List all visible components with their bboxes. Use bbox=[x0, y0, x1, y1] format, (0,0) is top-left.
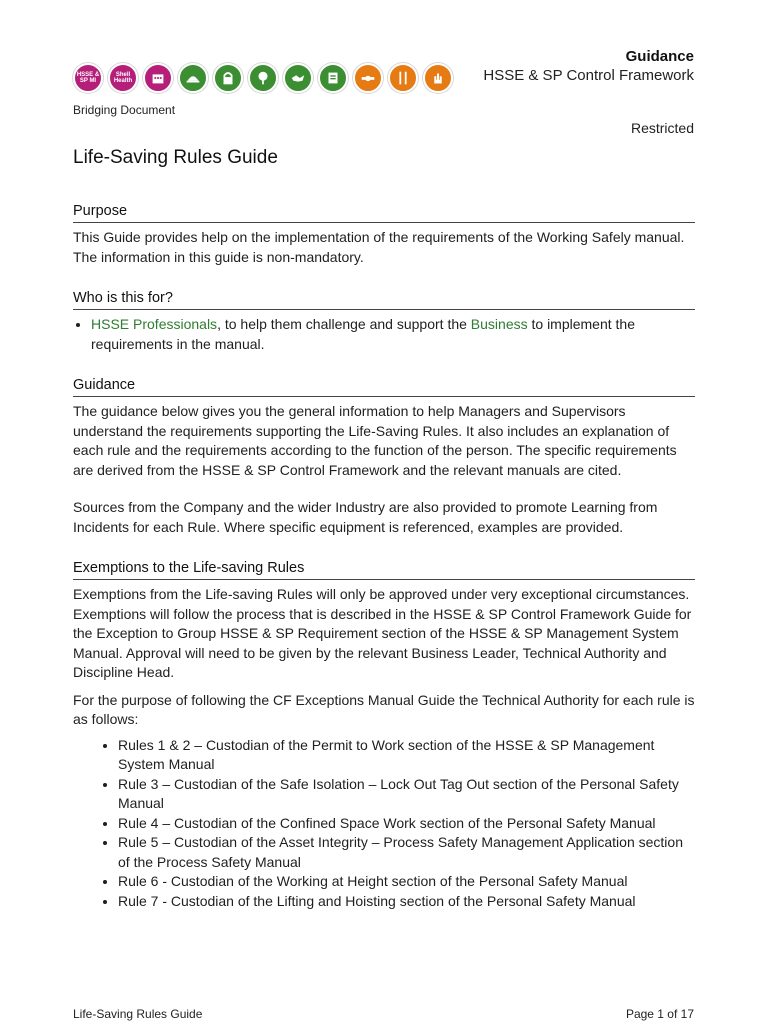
who-section bbox=[73, 290, 695, 354]
classification-label: Restricted bbox=[630, 120, 694, 136]
header-subtitle: HSSE & SP Control Framework bbox=[483, 67, 694, 84]
hsse-sp-mi-icon: HSSE & SP MI bbox=[73, 63, 103, 93]
handshake-icon bbox=[283, 63, 313, 93]
who-heading: Who is this for? bbox=[73, 290, 695, 310]
life-saving-rules-icon-strip bbox=[73, 63, 453, 93]
document-content bbox=[73, 203, 695, 934]
guidance-paragraph-1: The guidance below gives you the general information to help Managers and Supervisors understand the requirements supporting the Life-Saving Rules. It also includes an explanation of each rule and the requirements according to the function of the person. The specific requirements are derived from the HSSE & SP Control Framework and the relevant manuals are cited. bbox=[73, 403, 677, 478]
exemptions-paragraph-2: For the purpose of following the CF Exceptions Manual Guide the Technical Authority for each rule is as follows: bbox=[73, 691, 695, 727]
exemptions-heading: Exemptions to the Life-saving Rules bbox=[73, 560, 695, 580]
exemptions-paragraph-1: Exemptions from the Life-saving Rules will only be approved under very exceptional circumstances. Exemptions will follow the process that is described in the HSSE & SP Control Framework Guide for the Exception to Group HSSE & SP Requirement section of the HSSE & SP Management System Manual. Approval will need to be given by the relevant Business Leader, Technical Authority and Discipline Head. bbox=[73, 586, 692, 680]
list-item: • Rule 5 – Custodian of the Asset Integrity – Process Safety Management Application section of the Process Safety Manual bbox=[118, 833, 695, 872]
exemptions-section bbox=[73, 560, 695, 911]
helmet-icon bbox=[178, 63, 208, 93]
lock-icon bbox=[213, 63, 243, 93]
list-item: • Rule 3 – Custodian of the Safe Isolation – Lock Out Tag Out section of the Personal Safety Manual bbox=[118, 775, 695, 814]
list-item: • Rules 1 & 2 – Custodian of the Permit to Work section of the HSSE & SP Management System Manual bbox=[118, 736, 695, 775]
tools-icon bbox=[388, 63, 418, 93]
guidance-heading: Guidance bbox=[73, 377, 695, 397]
guidance-paragraph-2: Sources from the Company and the wider Industry are also provided to promote Learning from Incidents for each Rule. Where specific equipment is referenced, examples are provided. bbox=[73, 499, 658, 535]
pipeline-icon bbox=[353, 63, 383, 93]
purpose-heading: Purpose bbox=[73, 203, 695, 223]
who-list bbox=[73, 315, 695, 354]
document-type-label: Bridging Document bbox=[73, 103, 176, 117]
page-number: Page 1 of 17 bbox=[625, 1007, 694, 1021]
list-item: • Rule 7 - Custodian of the Lifting and Hoisting section of the Personal Safety Manual bbox=[118, 892, 695, 912]
permit-icon bbox=[318, 63, 348, 93]
who-list-item: • HSSE Professionals, to help them challenge and support the Business to implement the requirements in the manual. bbox=[91, 315, 695, 354]
page-title: Life-Saving Rules Guide bbox=[73, 147, 278, 168]
purpose-text: This Guide provides help on the implementation of the requirements of the Working Safely manual. The information in this guide is non-mandatory. bbox=[73, 229, 685, 265]
shell-health-icon: Shell Health bbox=[108, 63, 138, 93]
technical-authority-list bbox=[73, 736, 695, 912]
list-item: • Rule 6 - Custodian of the Working at Height section of the Personal Safety Manual bbox=[118, 872, 695, 892]
tree-icon bbox=[248, 63, 278, 93]
purpose-section bbox=[73, 203, 695, 267]
hsse-professionals-link[interactable]: HSSE Professionals bbox=[91, 316, 218, 332]
document-header bbox=[483, 48, 694, 84]
building-icon bbox=[143, 63, 173, 93]
header-title: Guidance bbox=[625, 48, 694, 65]
guidance-section bbox=[73, 377, 695, 537]
list-item: • Rule 4 – Custodian of the Confined Space Work section of the Personal Safety Manual bbox=[118, 814, 695, 834]
footer-document-title: Life-Saving Rules Guide bbox=[73, 1007, 203, 1021]
hand-icon bbox=[423, 63, 453, 93]
business-link[interactable]: Business bbox=[470, 316, 528, 332]
